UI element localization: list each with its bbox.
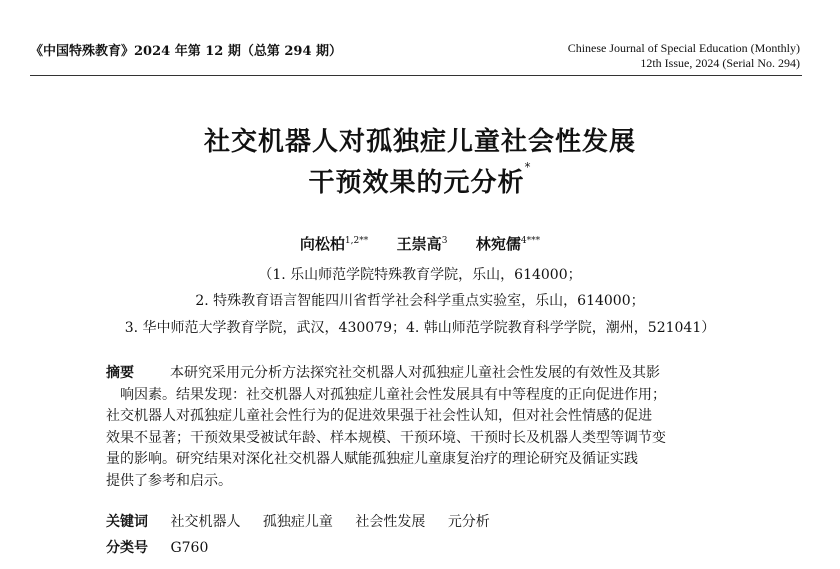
- author-name: 王崇高: [396, 235, 442, 253]
- author-affiliation-mark: 3: [441, 236, 448, 246]
- paper-title-line2: [0, 162, 840, 199]
- abstract: [106, 363, 746, 492]
- abstract-label: 摘要: [106, 365, 134, 381]
- affiliation-line: 3. 华中师范大学教育学院，武汉，430079；4. 韩山师范学院教育科学学院，潮州，521041）: [124, 320, 716, 336]
- journal-issue-en: [500, 41, 800, 71]
- journal-name-en: Chinese Journal of Special Education (Monthly): [567, 41, 800, 55]
- keyword: 社会性发展: [355, 514, 426, 530]
- abstract-line: 效果不显著；干预效果受被试年龄、样本规模、干预环境、干预时长及机器人类型等调节变: [106, 429, 666, 446]
- affiliation-line: （1. 乐山师范学院特殊教育学院，乐山，614000；: [258, 267, 582, 283]
- author-list: [0, 233, 840, 254]
- abstract-line: 社交机器人对孤独症儿童社会性行为的促进效果强于社会性认知，但对社会性情感的促进: [106, 408, 652, 424]
- classification: [106, 537, 208, 557]
- abstract-line: [106, 363, 746, 385]
- header-rule: [30, 75, 802, 76]
- classification-code: G760: [170, 540, 209, 556]
- journal-issue-cn: 《中国特殊教育》2024 年第 12 期（总第 294 期）: [30, 44, 343, 59]
- paper-title-line1: 社交机器人对孤独症儿童社会性发展: [203, 127, 636, 157]
- paper-title-line2-text: 干预效果的元分析: [308, 168, 525, 198]
- author-name: 向松柏: [299, 235, 345, 253]
- affiliation-line: 2. 特殊教育语言智能四川省哲学社会科学重点实验室，乐山，614000；: [195, 293, 645, 309]
- abstract-line: 响因素。结果发现：社交机器人对孤独症儿童社会性发展具有中等程度的正向促进作用；: [120, 386, 666, 403]
- abstract-text: 本研究采用元分析方法探究社交机器人对孤独症儿童社会性发展的有效性及其影: [170, 365, 660, 381]
- abstract-line: 提供了参考和启示。: [106, 472, 232, 489]
- keyword: 社交机器人: [170, 514, 241, 530]
- author-affiliation-mark: 1,2**: [344, 236, 369, 246]
- keywords: [106, 511, 508, 531]
- author-affiliation-mark: 4***: [520, 236, 541, 246]
- abstract-line: 量的影响。研究结果对深化社交机器人赋能孤独症儿童康复治疗的理论研究及循证实践: [106, 451, 638, 467]
- keyword: 孤独症儿童: [262, 514, 333, 530]
- classification-label: 分类号: [106, 540, 148, 556]
- keywords-label: 关键词: [106, 514, 148, 530]
- author-name: 林宛儒: [475, 235, 521, 253]
- keyword: 元分析: [447, 514, 490, 530]
- title-footnote-mark: *: [524, 160, 532, 174]
- issue-serial-en: 12th Issue, 2024 (Serial No. 294): [640, 56, 800, 70]
